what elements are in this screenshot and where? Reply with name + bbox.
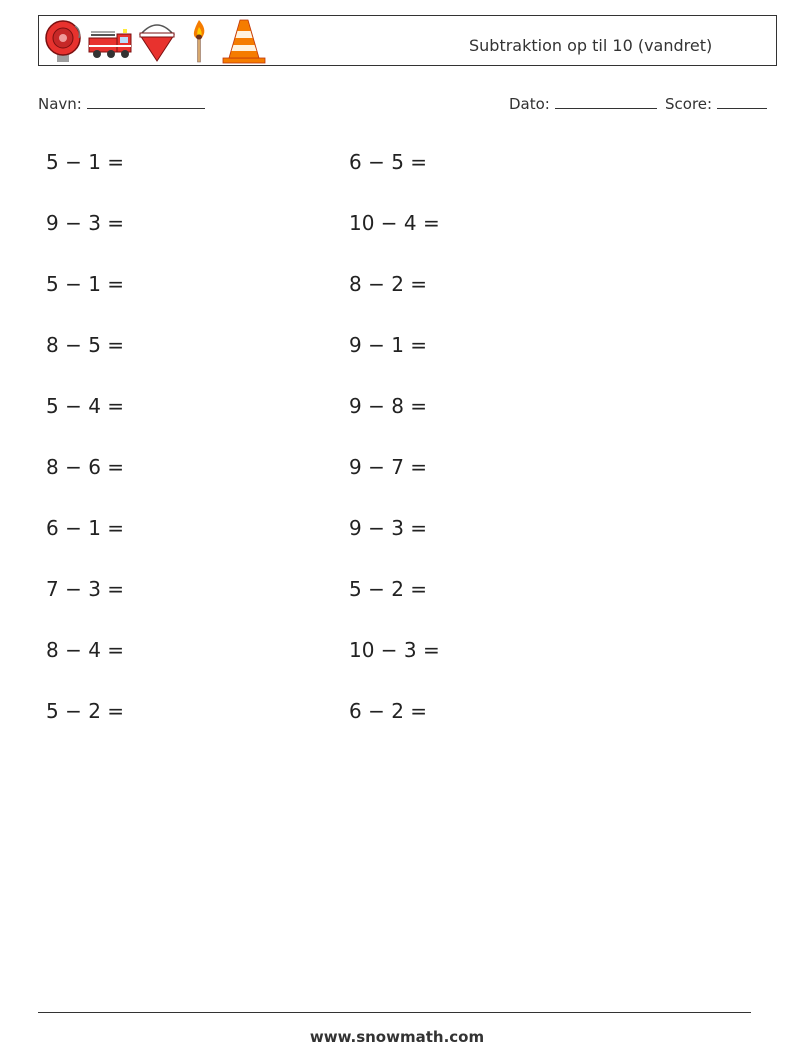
worksheet-header (38, 15, 777, 66)
burning-match-icon (187, 18, 211, 64)
worksheet-title: Subtraktion op til 10 (vandret) (469, 36, 713, 55)
problem-left-5: 5 − 4 = (46, 394, 125, 418)
problem-right-3: 8 − 2 = (349, 272, 428, 296)
problem-right-1: 6 − 5 = (349, 150, 428, 174)
fire-bucket-icon (137, 18, 177, 64)
problem-left-8: 7 − 3 = (46, 577, 125, 601)
name-label: Navn: (38, 95, 82, 113)
problem-left-1: 5 − 1 = (46, 150, 125, 174)
traffic-cone-icon (221, 18, 267, 64)
problem-left-3: 5 − 1 = (46, 272, 125, 296)
problem-right-4: 9 − 1 = (349, 333, 428, 357)
problem-left-6: 8 − 6 = (46, 455, 125, 479)
date-label: Dato: (509, 95, 550, 113)
problem-right-2: 10 − 4 = (349, 211, 440, 235)
fire-truck-icon (87, 18, 133, 64)
name-blank[interactable] (87, 94, 205, 109)
score-blank[interactable] (717, 94, 767, 109)
date-field[interactable] (509, 94, 657, 113)
problem-right-6: 9 − 7 = (349, 455, 428, 479)
footer-url[interactable]: www.snowmath.com (309, 1028, 485, 1046)
problem-left-9: 8 − 4 = (46, 638, 125, 662)
score-field[interactable] (665, 94, 767, 113)
problem-left-4: 8 − 5 = (46, 333, 125, 357)
problem-left-7: 6 − 1 = (46, 516, 125, 540)
fire-alarm-bell-icon (43, 18, 85, 64)
problem-right-7: 9 − 3 = (349, 516, 428, 540)
problem-right-8: 5 − 2 = (349, 577, 428, 601)
problem-left-10: 5 − 2 = (46, 699, 125, 723)
footer-divider (38, 1012, 751, 1013)
problem-right-9: 10 − 3 = (349, 638, 440, 662)
problem-left-2: 9 − 3 = (46, 211, 125, 235)
problem-right-10: 6 − 2 = (349, 699, 428, 723)
problem-right-5: 9 − 8 = (349, 394, 428, 418)
score-label: Score: (665, 95, 713, 113)
name-field[interactable] (38, 94, 205, 113)
date-blank[interactable] (555, 94, 657, 109)
